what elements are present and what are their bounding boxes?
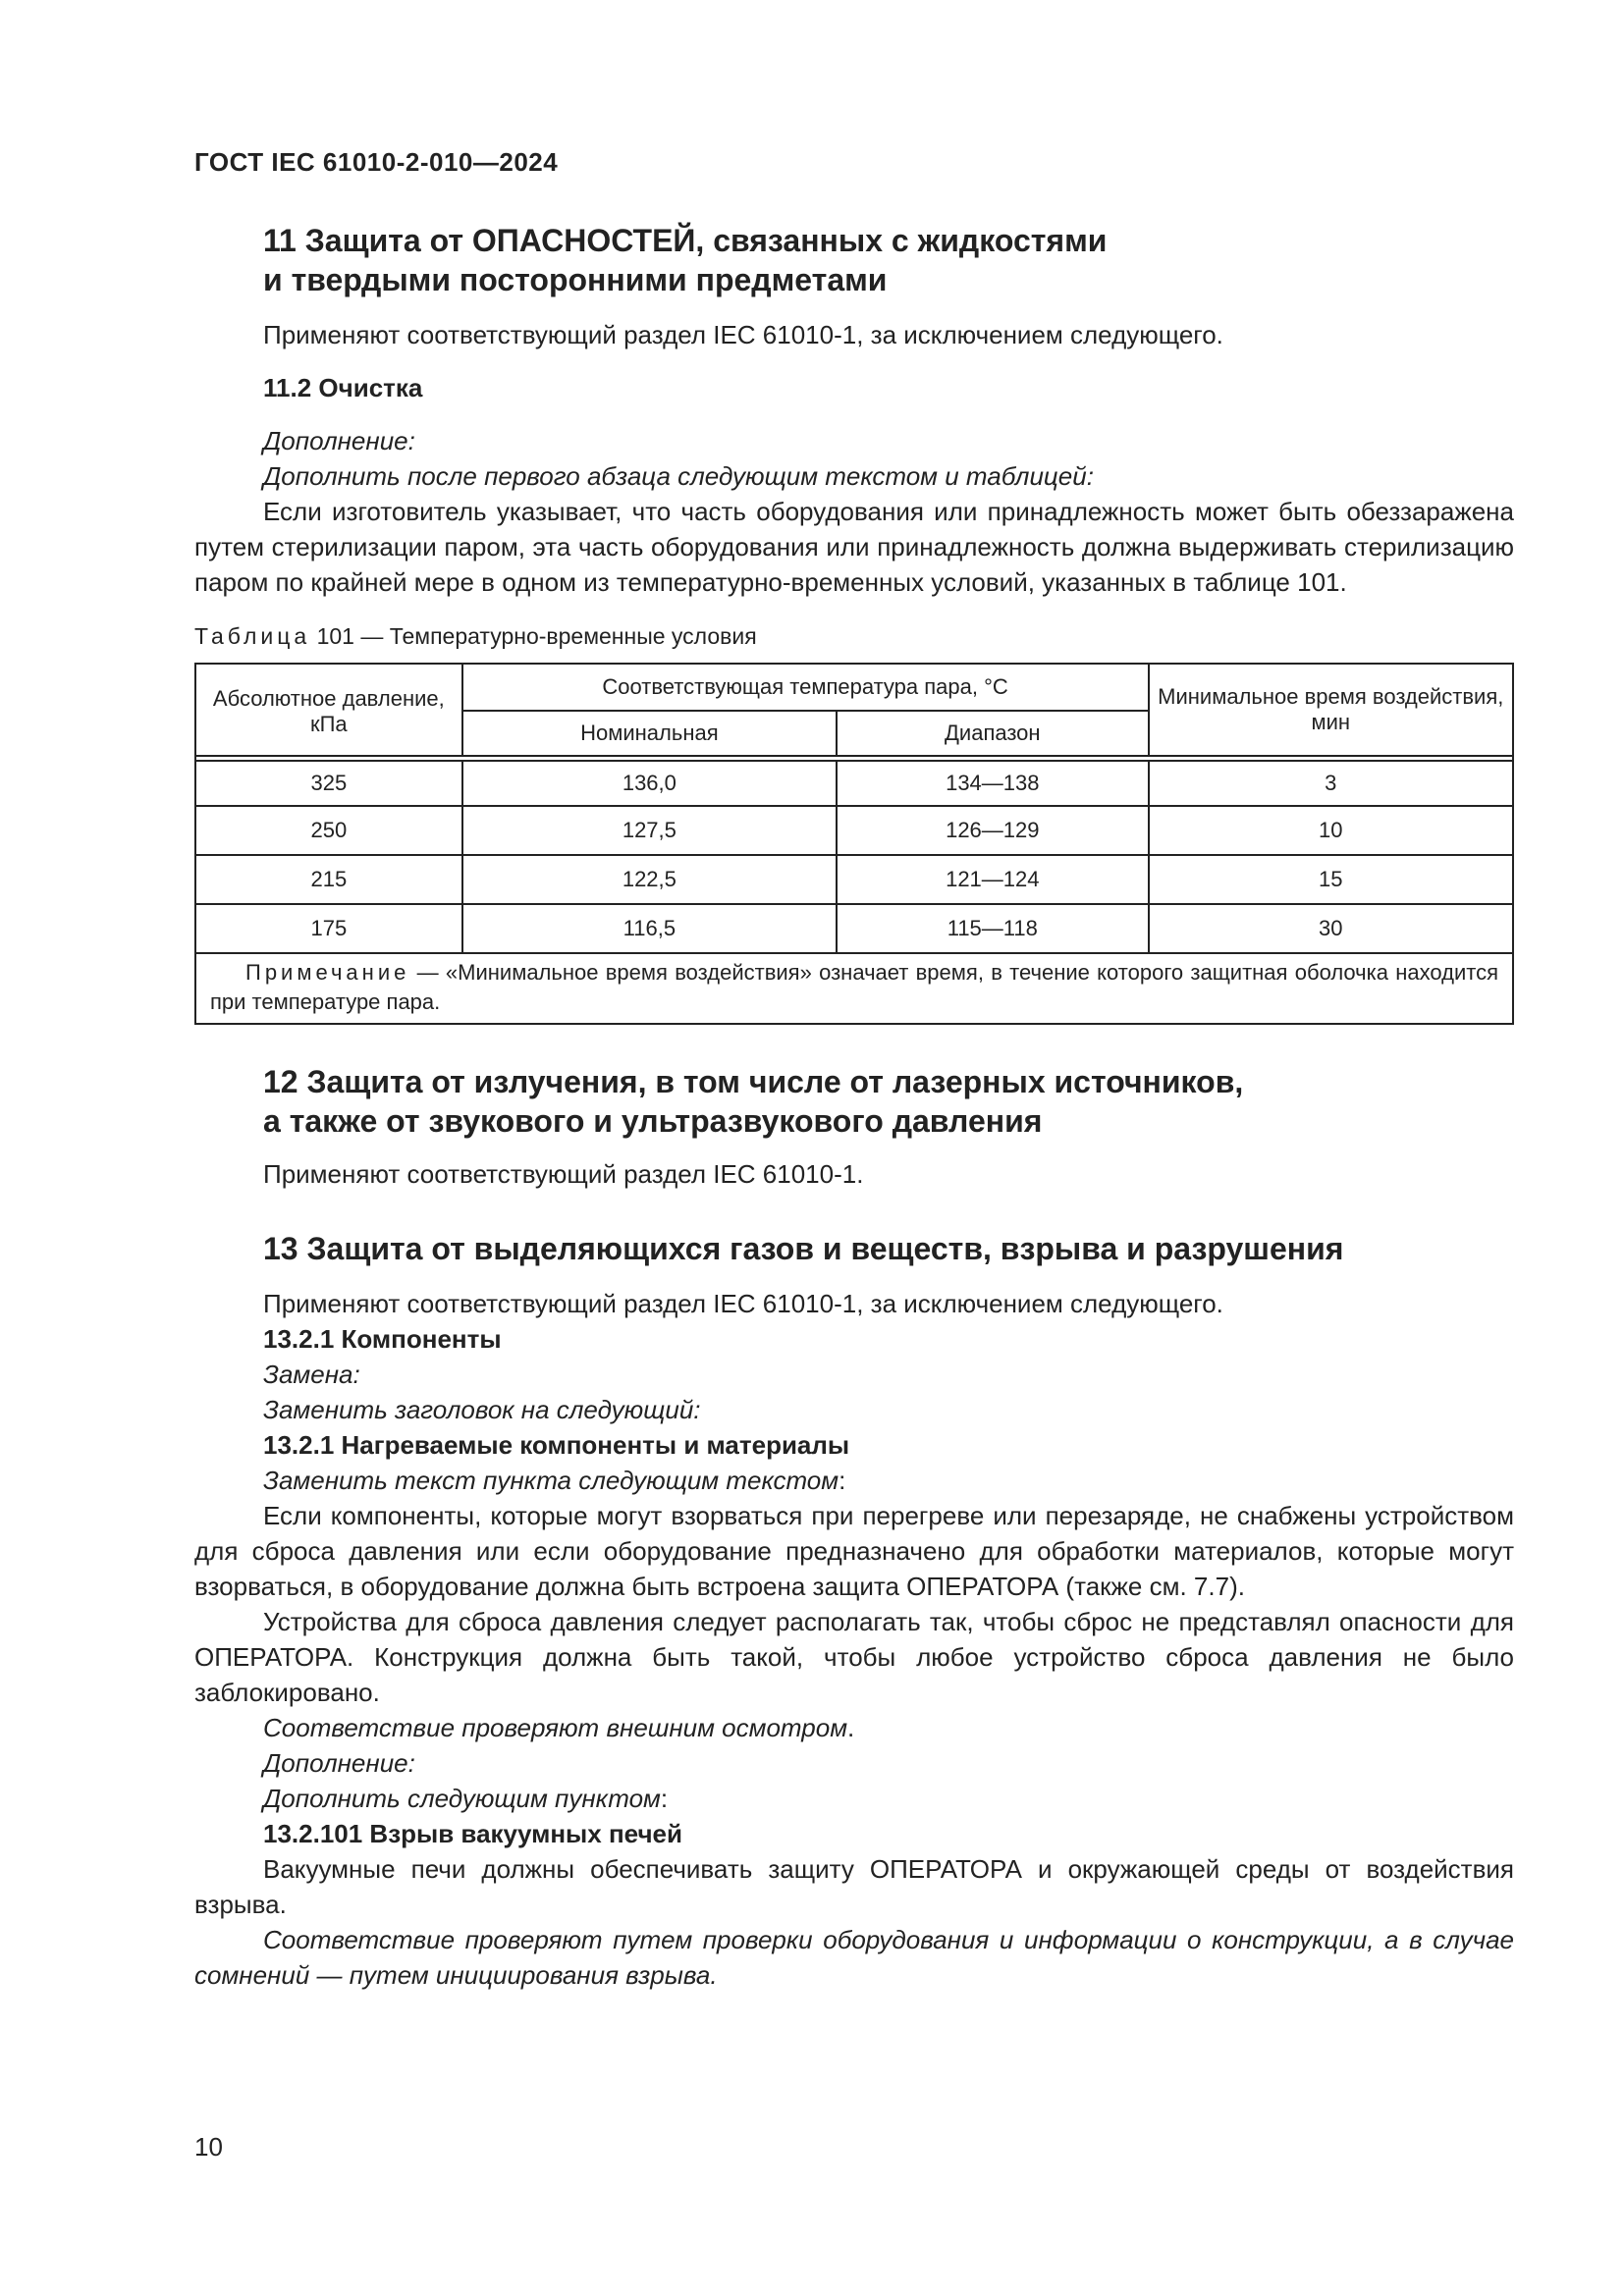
- compliance-check-1-text: Соответствие проверяют внешним осмотром: [263, 1713, 848, 1742]
- cell-range: 121—124: [837, 855, 1148, 904]
- replace-text-colon: :: [839, 1466, 846, 1495]
- addition-instruction-2-text: Дополнить следующим пунктом: [263, 1784, 661, 1813]
- cell-pressure: 325: [195, 761, 462, 806]
- section-11-title: [194, 221, 1514, 299]
- cell-range: 115—118: [837, 904, 1148, 953]
- cell-pressure: 175: [195, 904, 462, 953]
- cell-time: 30: [1149, 904, 1513, 953]
- cell-nominal: 122,5: [462, 855, 837, 904]
- cell-time: 10: [1149, 806, 1513, 855]
- section-12-intro: Применяют соответствующий раздел IEC 61010-1.: [263, 1159, 864, 1189]
- table-row: [195, 806, 1513, 855]
- section-13-title: 13 Защита от выделяющихся газов и веществ, взрыва и разрушения: [263, 1231, 1344, 1266]
- section-11-title-line1: 11 Защита от ОПАСНОСТЕЙ, связанных с жидкостями: [263, 223, 1108, 258]
- compliance-check-1-dot: .: [847, 1713, 855, 1742]
- replacement-label: Замена:: [263, 1360, 360, 1389]
- clause-13-2-101-heading: 13.2.101 Взрыв вакуумных печей: [263, 1819, 682, 1848]
- header-temperature: Соответствующая температура пара, °С: [462, 664, 1149, 711]
- addition-label: Дополнение:: [263, 426, 415, 455]
- cell-range: 134—138: [837, 761, 1148, 806]
- section-11-intro: Применяют соответствующий раздел IEC 61010-1, за исключением следующего.: [263, 320, 1223, 349]
- table-101: [194, 663, 1514, 1025]
- sterilization-paragraph: Если изготовитель указывает, что часть оборудования или принадлежность может быть обеззаражена путем стерилизации паром, эта часть оборудования или принадлежность должна выдерживать стерилизацию паром по крайней мере в одном из температурно-временных условий, указанных в таблице 101.: [194, 497, 1514, 597]
- cell-pressure: 250: [195, 806, 462, 855]
- cell-nominal: 116,5: [462, 904, 837, 953]
- page-number: 10: [194, 2132, 223, 2162]
- pressure-relief-paragraph: Устройства для сброса давления следует располагать так, чтобы сброс не представлял опасности для ОПЕРАТОРА. Конструкция должна быть такой, чтобы любое устройство сброса давления не было заблокировано.: [194, 1607, 1514, 1707]
- section-13-intro: Применяют соответствующий раздел IEC 61010-1, за исключением следующего.: [263, 1289, 1223, 1318]
- clause-13-2-1-new-heading: 13.2.1 Нагреваемые компоненты и материалы: [263, 1430, 850, 1460]
- vacuum-furnace-paragraph: Вакуумные печи должны обеспечивать защиту ОПЕРАТОРА и окружающей среды от воздействия взрыва.: [194, 1854, 1514, 1919]
- cell-time: 3: [1149, 761, 1513, 806]
- cell-nominal: 136,0: [462, 761, 837, 806]
- addition-instruction-2-colon: :: [660, 1784, 669, 1813]
- compliance-check-2: Соответствие проверяют путем проверки оборудования и информации о конструкции, а в случае сомнений — путем инициирования взрыва.: [194, 1925, 1514, 1990]
- section-12-title-line2: а также от звукового и ультразвукового давления: [263, 1103, 1043, 1139]
- header-min-time: Минимальное время воздействия, мин: [1149, 664, 1513, 756]
- replacement-instruction: Заменить заголовок на следующий:: [263, 1395, 701, 1424]
- header-range: Диапазон: [837, 711, 1148, 756]
- cell-range: 126—129: [837, 806, 1148, 855]
- table-101-caption: [194, 621, 1514, 651]
- document-code-header: ГОСТ IEC 61010-2-010—2024: [194, 147, 559, 177]
- table-row: [195, 855, 1513, 904]
- table-row: [195, 761, 1513, 806]
- components-paragraph: Если компоненты, которые могут взорваться при перегреве или перезаряде, не снабжены устройством для сброса давления или если оборудование предназначено для обработки материалов, которые могут взорваться, в оборудование должна быть встроена защита ОПЕРАТОРА (также см. 7.7).: [194, 1501, 1514, 1601]
- addition-instruction: Дополнить после первого абзаца следующим текстом и таблицей:: [263, 461, 1094, 491]
- section-11-title-line2: и твердыми посторонними предметами: [263, 262, 888, 297]
- replace-text-instruction-text: Заменить текст пункта следующим текстом: [263, 1466, 839, 1495]
- table-caption-text: 101 — Температурно-временные условия: [316, 623, 757, 649]
- note-label: Примечание: [245, 960, 410, 985]
- cell-nominal: 127,5: [462, 806, 837, 855]
- page-content: [194, 221, 1514, 1993]
- clause-13-2-1-heading: 13.2.1 Компоненты: [263, 1324, 502, 1354]
- table-note: [195, 953, 1513, 1024]
- addition-instruction-2: [194, 1781, 1514, 1816]
- compliance-check-1: [194, 1710, 1514, 1745]
- clause-11-2-heading: 11.2 Очистка: [263, 373, 423, 402]
- addition-label-2: Дополнение:: [263, 1748, 415, 1778]
- header-pressure: Абсолютное давление, кПа: [195, 664, 462, 756]
- header-nominal: Номинальная: [462, 711, 837, 756]
- cell-time: 15: [1149, 855, 1513, 904]
- table-caption-label: Таблица: [194, 623, 311, 649]
- note-text: — «Минимальное время воздействия» означает время, в течение которого защитная оболочка находится при температуре пара.: [210, 960, 1498, 1014]
- cell-pressure: 215: [195, 855, 462, 904]
- replace-text-instruction: [194, 1463, 1514, 1498]
- section-12-title: [194, 1062, 1514, 1141]
- table-row: [195, 904, 1513, 953]
- section-12-title-line1: 12 Защита от излучения, в том числе от лазерных источников,: [263, 1064, 1244, 1099]
